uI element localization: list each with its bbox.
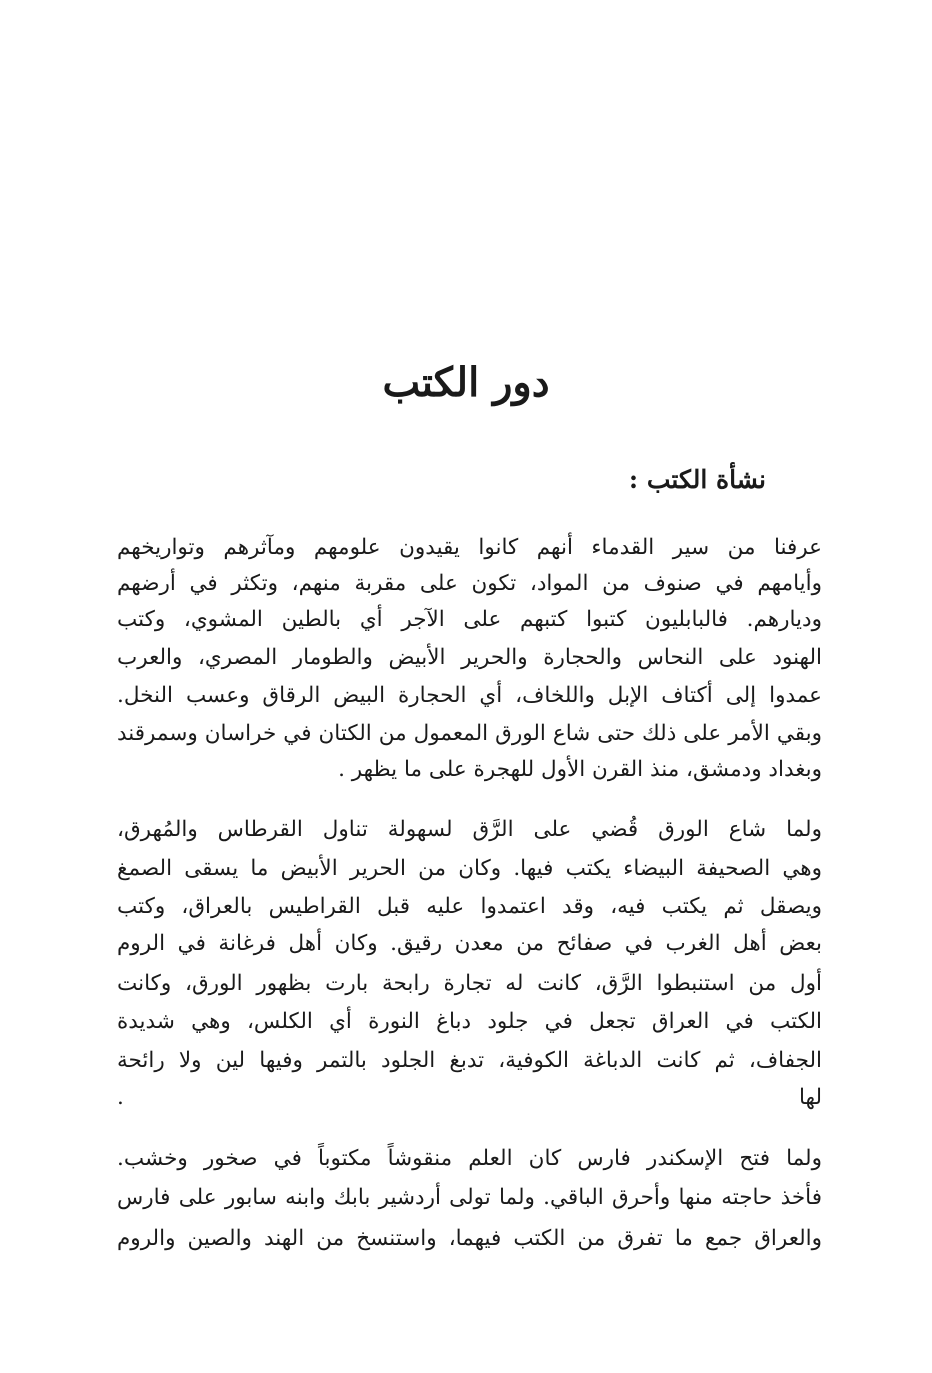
paragraph-1-line-5: عمدوا إلى أكتاف الإبل واللخاف، أي الحجارة البيض الرقاق وعسب النخل.	[117, 683, 822, 708]
paragraph-3-line-1: ولما فتح الإسكندر فارس كان العلم منقوشاً مكتوباً في صخور وخشب.	[117, 1146, 822, 1171]
paragraph-2-line-6: الكتب في العراق تجعل في جلود دباغ النورة أي الكلس، وهي شديدة	[117, 1009, 822, 1034]
paragraph-1-line-2: وأيامهم في صنوف من المواد، تكون على مقربة منهم، وتكثر في أرضهم	[117, 571, 822, 596]
paragraph-2-line-2: وهي الصحيفة البيضاء يكتب فيها. وكان من الحرير الأبيض ما يسقى الصمغ	[117, 856, 822, 881]
paragraph-2-line-7: الجفاف، ثم كانت الدباغة الكوفية، تدبغ الجلود بالتمر وفيها لين ولا رائحة	[117, 1048, 822, 1073]
paragraph-2-line-3: ويصقل ثم يكتب فيه، وقد اعتمدوا عليه قبل القراطيس بالعراق، وكتب	[117, 894, 822, 919]
paragraph-2-line-1: ولما شاع الورق قُضي على الرَّق لسهولة تناول القرطاس والمُهرق،	[117, 817, 822, 842]
section-heading: نشأة الكتب :	[628, 465, 766, 494]
paragraph-1-line-4: الهنود على النحاس والحجارة والحرير الأبيض والطومار المصري، والعرب	[117, 645, 822, 670]
paragraph-2-line-5: أول من استنبطوا الرَّق، كانت له تجارة رابحة بارت بظهور الورق، وكانت	[117, 971, 822, 996]
paragraph-1-line-3: وديارهم. فالبابليون كتبوا كتبهم على الآجر أي بالطين المشوي، وكتب	[117, 607, 822, 632]
chapter-title: دور الكتب	[382, 358, 550, 406]
paragraph-3-line-2: فأخذ حاجته منها وأحرق الباقي. ولما تولى أردشير بابك وابنه سابور على فارس	[117, 1185, 822, 1210]
paragraph-1-line-7: وبغداد ودمشق، منذ القرن الأول للهجرة على ما يظهر .	[338, 757, 822, 782]
paragraph-1-line-6: وبقي الأمر على ذلك حتى شاع الورق المعمول من الكتان في خراسان وسمرقند	[117, 721, 822, 746]
paragraph-3-line-3: والعراق جمع ما تفرق من الكتب فيهما، واستنسخ من الهند والصين والروم	[117, 1226, 822, 1251]
paragraph-1-line-1: عرفنا من سير القدماء أنهم كانوا يقيدون علومهم ومآثرهم وتواريخهم	[117, 535, 822, 560]
paragraph-2-line-8: لها .	[117, 1085, 822, 1110]
paragraph-2-line-4: بعض أهل الغرب في صفائح من معدن رقيق. وكان أهل فرغانة في الروم	[117, 931, 822, 956]
